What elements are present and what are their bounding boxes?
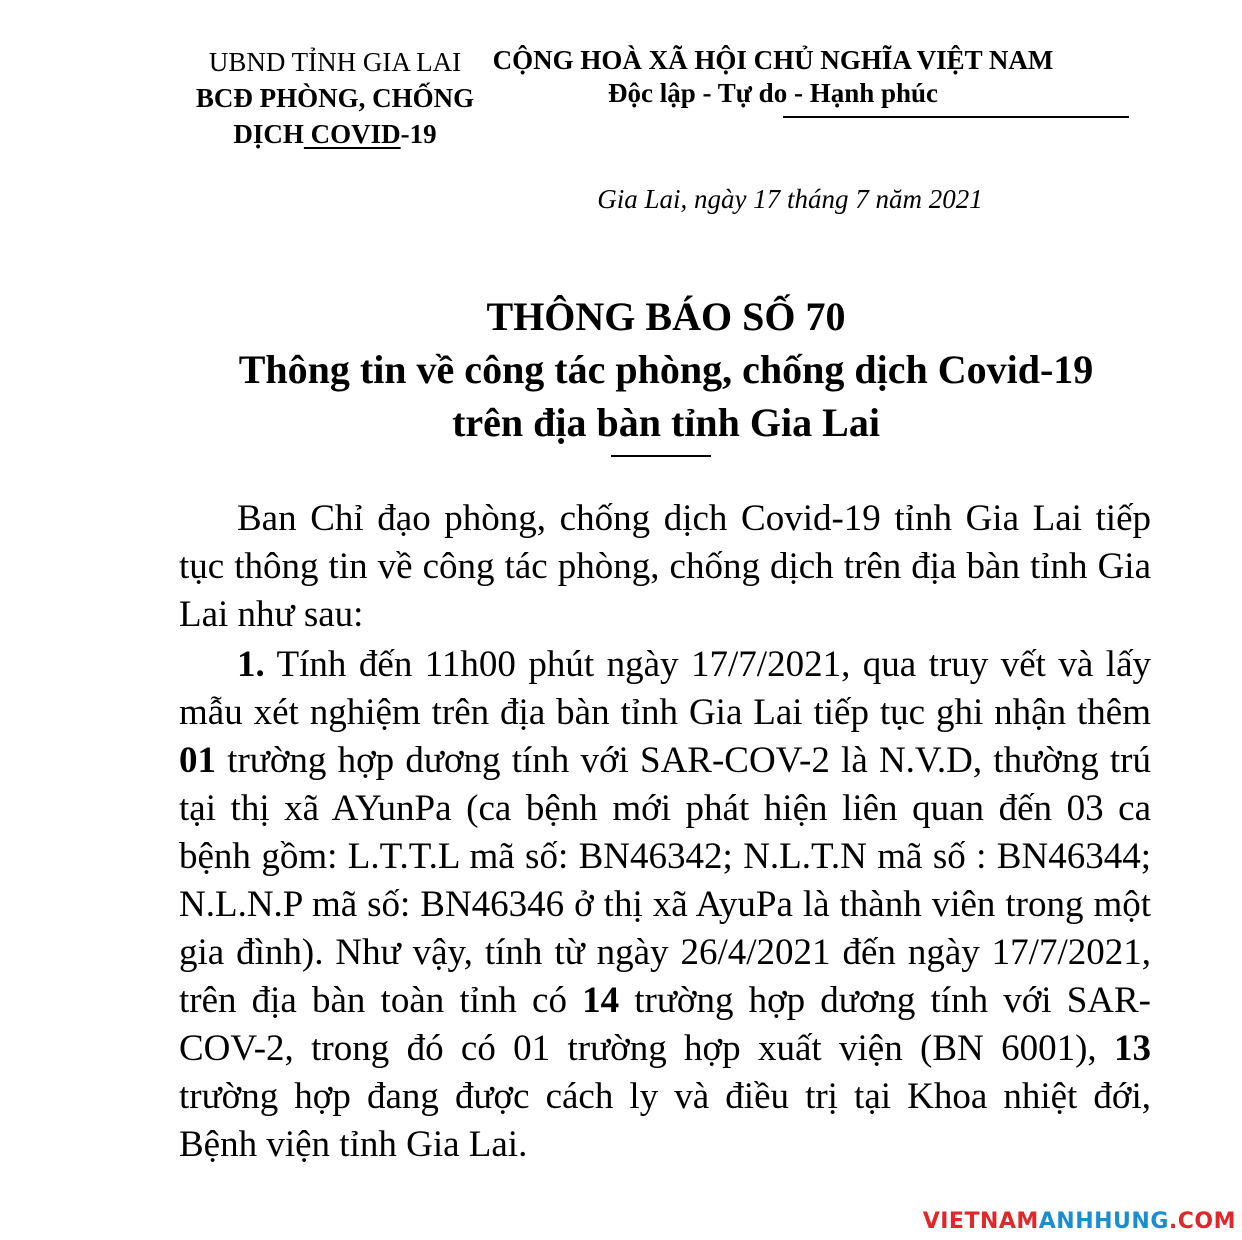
watermark-part1: VIETNAM xyxy=(922,1209,1039,1234)
document-date: Gia Lai, ngày 17 tháng 7 năm 2021 xyxy=(597,184,983,214)
national-header-block xyxy=(478,44,1068,110)
national-title: CỘNG HOÀ XÃ HỘI CHỦ NGHĨA VIỆT NAM xyxy=(492,45,1054,75)
title-divider xyxy=(611,455,711,457)
item-text-2: trường hợp dương tính với SAR-COV-2 là N.V.D, thường trú tại thị xã AYunPa (ca bệnh mới phát hiện liên quan đến 03 ca bệnh gồm: L.T.T.L mã số: BN46342; N.L.T.N mã số : BN46344; N.L.N.P mã số: BN46346 ở thị xã AyuPa là thành viên trong một gia đình). Như vậy, tính từ ngày 26/4/2021 đến ngày 17/7/2021, trên địa bàn toàn tỉnh có xyxy=(179,740,1151,1021)
office-name-line2 xyxy=(170,116,500,152)
paragraph-intro: Ban Chỉ đạo phòng, chống dịch Covid-19 tỉnh Gia Lai tiếp tục thông tin về công tác phòng, chống dịch trên địa bàn tỉnh Gia Lai như sau: xyxy=(179,498,1151,635)
item-bold-count-total: 14 xyxy=(582,980,620,1021)
office-name-line2-b: COVID xyxy=(303,119,401,149)
paragraph-item-1 xyxy=(179,641,1151,1169)
office-name-line1: BCĐ PHÒNG, CHỐNG xyxy=(195,83,475,113)
site-watermark xyxy=(923,1208,1236,1236)
issuing-agency-block xyxy=(170,44,500,152)
watermark-part3: .COM xyxy=(1168,1209,1236,1234)
item-text-1: Tính đến 11h00 phút ngày 17/7/2021, qua truy vết và lấy mẫu xét nghiệm trên địa bàn tỉnh Gia Lai tiếp tục ghi nhận thêm xyxy=(179,644,1151,733)
document-subtitle-line1: Thông tin về công tác phòng, chống dịch Covid-19 xyxy=(238,347,1094,392)
item-bold-count-treated: 13 xyxy=(1114,1028,1151,1069)
office-name-line2-a: DỊCH xyxy=(233,119,304,149)
document-title-block xyxy=(120,290,1212,449)
office-name-line2-c: -19 xyxy=(400,119,437,149)
item-number: 1. xyxy=(237,644,265,685)
motto-divider xyxy=(783,116,1129,118)
national-motto: Độc lập - Tự do - Hạnh phúc xyxy=(607,78,939,108)
item-text-3: trường hợp dương tính với SAR-COV-2, trong đó có 01 trường hợp xuất viện (BN 6001), xyxy=(179,980,1151,1069)
document-subtitle-line2: trên địa bàn tỉnh Gia Lai xyxy=(452,400,880,445)
watermark-part2: ANHHUNG xyxy=(1038,1209,1169,1234)
item-text-4: trường hợp đang được cách ly và điều trị tại Khoa nhiệt đới, Bệnh viện tỉnh Gia Lai. xyxy=(179,1076,1151,1165)
document-title: THÔNG BÁO SỐ 70 xyxy=(486,294,846,339)
document-body xyxy=(179,495,1151,1171)
item-bold-count-new: 01 xyxy=(179,740,216,781)
agency-name: UBND TỈNH GIA LAI xyxy=(208,47,462,77)
